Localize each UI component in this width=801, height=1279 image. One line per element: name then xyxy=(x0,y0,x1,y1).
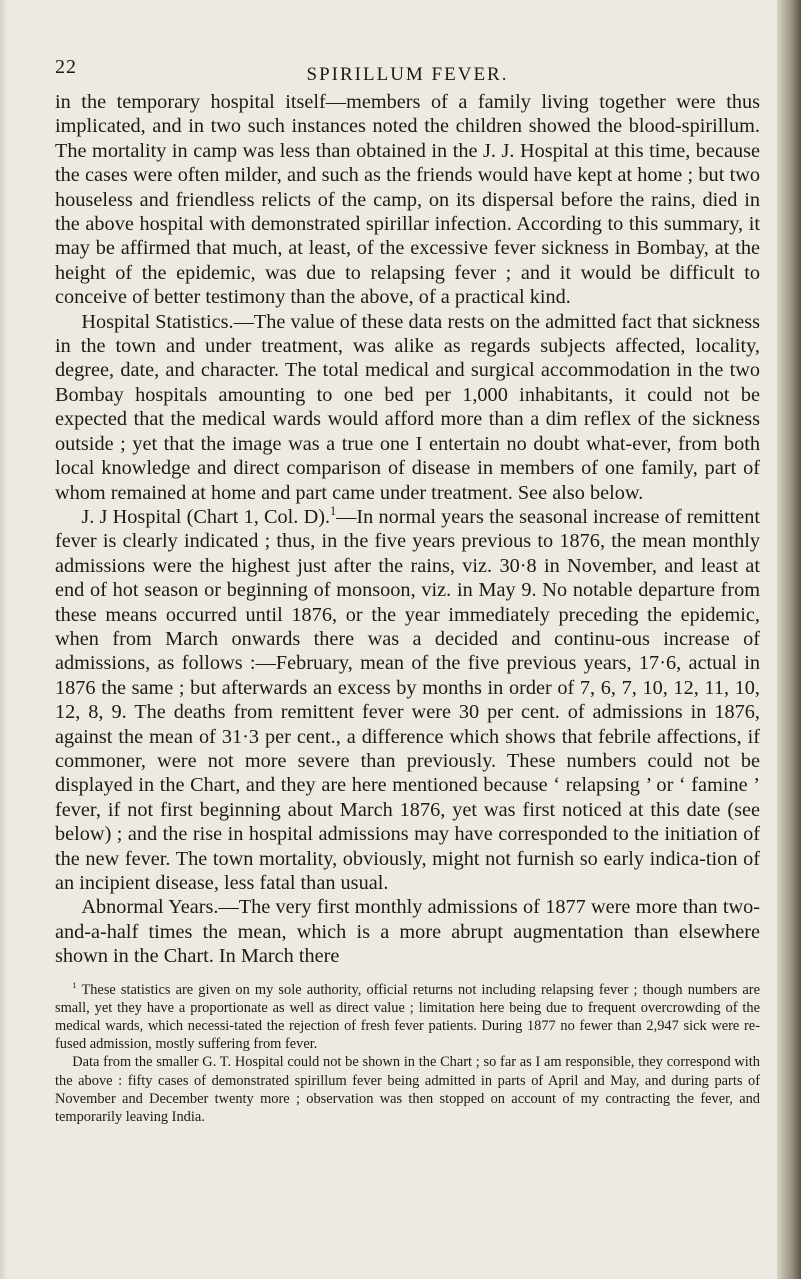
footnotes xyxy=(55,981,760,1127)
paragraph-jj-hospital xyxy=(55,505,760,896)
body-text xyxy=(55,90,760,969)
jj-hospital-text: —In normal years the seasonal increase of remittent fever is clearly indicated ; thus, in the five years previous to 1876, the mean monthly admissions were the highest just after the rains, viz. 30·8 in November, and least at end of hot season or beginning of monsoon, viz. in May 9. No notable departure from these means occurred until 1876, or the year immediately preceding the epidemic, when from March onwards there was a decided and continu-ous increase of admissions, as follows :—February, mean of the five previous years, 17·6, actual in 1876 the same ; but afterwards an excess by months in order of 7, 6, 7, 10, 12, 11, 10, 12, 8, 9. The deaths from remittent fever were 30 per cent. of admissions in 1876, against the mean of 31·3 per cent., a difference which shows that febrile affections, if commoner, were not more severe than previously. These numbers could not be displayed in the Chart, and they are here mentioned because ‘ relapsing ’ or ‘ famine ’ fever, if not first beginning about March 1876, yet was first noticed at this date (see below) ; and the rise in hospital admissions may have corresponded to the initiation of the new fever. The town mortality, obviously, might not furnish so early indica-tion of an incipient disease, less fatal than usual. xyxy=(55,505,760,894)
paragraph-hospital-statistics: Hospital Statistics.—The value of these data rests on the admitted fact that sickness in the town and under treatment, was alike as regards subjects affected, locality, degree, date, and character. The total medical and surgical accommodation in the two Bombay hospitals amounting to one bed per 1,000 inhabitants, it could not be expected that the medical wards would afford more than a dim reflex of the sickness outside ; yet that the image was a true one I entertain no doubt what-ever, from both local knowledge and direct comparison of disease in members of one family, part of whom remained at home and part came under treatment. See also below. xyxy=(55,310,760,504)
jj-hospital-heading: J. J Hospital (Chart 1, Col. D). xyxy=(81,505,331,528)
footnote-1-continued: Data from the smaller G. T. Hospital could not be shown in the Chart ; so far as I am responsible, they correspond with the above : fifty cases of demonstrated spirillum fever being admitted in parts of April and May, and during parts of November and December twenty more ; observation was then stopped on account of my contracting the fever, and temporarily leaving India. xyxy=(55,1054,760,1126)
footnote-reference: 1 xyxy=(330,504,337,519)
paragraph-abnormal-years: Abnormal Years.—The very first monthly admissions of 1877 were more than two-and-a-half times the mean, which is a more abrupt augmentation than elsewhere shown in the Chart. In March there xyxy=(55,896,760,968)
page-number: 22 xyxy=(55,56,77,78)
footnote-1-text: These statistics are given on my sole authority, official returns not including relapsing fever ; though numbers are small, yet they have a proportionate as well as direct value ; limitation here being due to frequent overcrowding of the medical wards, which necessi-tated the rejection of fresh fever patients. During 1877 no fewer than 2,947 sick were re-fused admission, mostly suffering from fever. xyxy=(55,981,760,1053)
running-head: SPIRILLUM FEVER. xyxy=(306,64,509,85)
binding-shadow xyxy=(777,0,801,1279)
paragraph-continued: in the temporary hospital itself—members of a family living together were thus implicated, and in two such instances noted the children showed the blood-spirillum. The mortality in camp was less than obtained in the J. J. Hospital at this time, because the cases were often milder, and such as the friends would have kept at home ; but two houseless and friendless relicts of the camp, on its dispersal before the rains, died in the above hospital with demonstrated spirillar infection. According to this summary, it may be affirmed that much, at least, of the excessive fever sickness in Bombay, at the height of the epidemic, was due to relapsing fever ; and it would be difficult to conceive of better testimony than the above, of a practical kind. xyxy=(55,91,760,309)
page-header xyxy=(55,50,760,90)
book-page xyxy=(55,50,760,1126)
footnote-1 xyxy=(55,981,760,1054)
footnote-marker: 1 xyxy=(72,979,77,990)
page-edge-shadow xyxy=(0,0,8,1279)
